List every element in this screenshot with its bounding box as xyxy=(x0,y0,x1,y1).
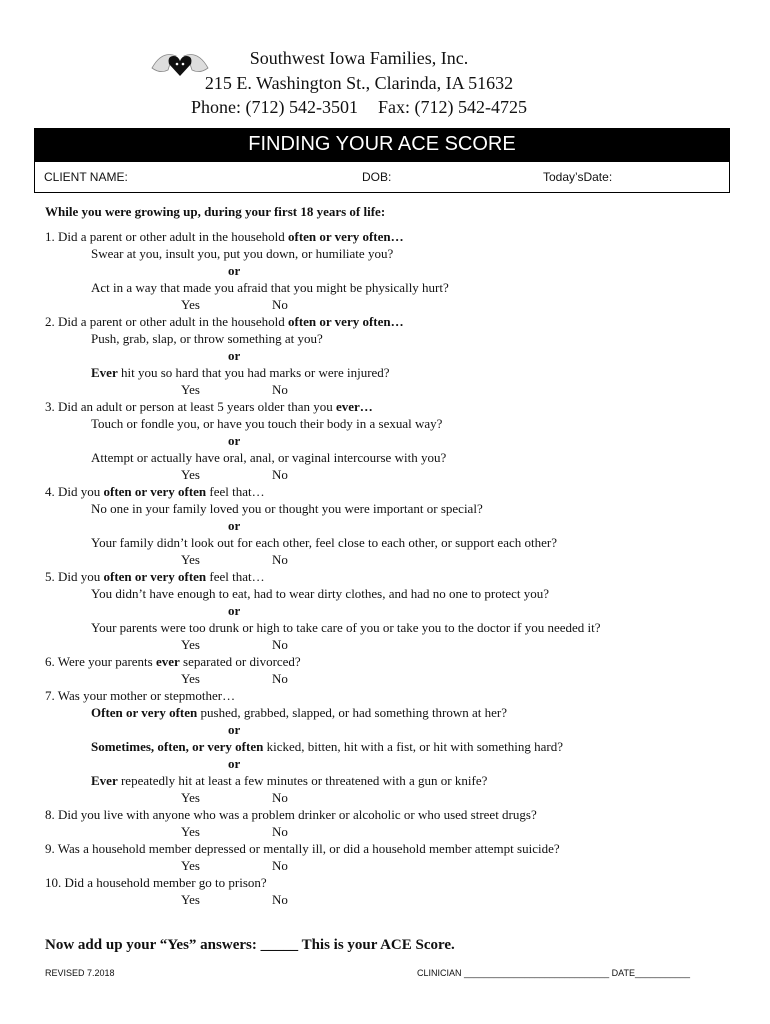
text-segment: Your parents were too drunk or high to take care of you or take you to the doctor if you needed it? xyxy=(91,620,601,635)
yes-option[interactable]: Yes xyxy=(181,382,200,397)
question-7-item xyxy=(45,772,745,789)
no-option[interactable]: No xyxy=(272,467,288,482)
client-info-bar xyxy=(34,161,730,193)
emphasis-text: Often or very often xyxy=(91,705,198,720)
yes-option[interactable]: Yes xyxy=(181,790,200,805)
text-segment: Push, grab, slap, or throw something at you? xyxy=(91,331,323,346)
yes-no-options xyxy=(45,789,745,806)
question-6 xyxy=(45,653,745,670)
question-3-item xyxy=(45,415,745,432)
no-option[interactable]: No xyxy=(272,790,288,805)
text-segment: 10. Did a household member go to prison? xyxy=(45,875,267,890)
text-segment: Swear at you, insult you, put you down, or humiliate you? xyxy=(91,246,394,261)
or-separator: or xyxy=(228,263,241,278)
yes-no-options xyxy=(45,891,745,908)
question-9 xyxy=(45,840,745,857)
text-segment: 3. Did an adult or person at least 5 years older than you xyxy=(45,399,336,414)
question-1-item xyxy=(45,279,745,296)
no-option[interactable]: No xyxy=(272,637,288,652)
text-segment: 1. Did a parent or other adult in the household xyxy=(45,229,288,244)
yes-no-options xyxy=(45,670,745,687)
question-5 xyxy=(45,568,745,585)
dob-label: DOB: xyxy=(362,170,392,184)
question-2-item xyxy=(45,330,745,347)
letterhead xyxy=(0,42,770,124)
yes-no-options xyxy=(45,857,745,874)
no-option[interactable]: No xyxy=(272,382,288,397)
emphasis-text: ever xyxy=(155,654,180,669)
emphasis-text: Ever xyxy=(91,773,118,788)
intro-text: While you were growing up, during your first 18 years of life: xyxy=(45,204,386,219)
yes-no-options xyxy=(45,636,745,653)
revised-note: REVISED 7.2018 xyxy=(45,968,115,978)
question-7-item xyxy=(45,738,745,755)
yes-option[interactable]: Yes xyxy=(181,892,200,907)
question-1 xyxy=(45,228,745,245)
text-segment: 9. Was a household member depressed or mentally ill, or did a household member attempt suicide? xyxy=(45,841,560,856)
yes-no-options xyxy=(45,551,745,568)
yes-no-options xyxy=(45,296,745,313)
no-option[interactable]: No xyxy=(272,297,288,312)
or-separator: or xyxy=(228,603,241,618)
question-1-item xyxy=(45,245,745,262)
emphasis-text: often or very often… xyxy=(287,229,404,244)
text-segment: You didn’t have enough to eat, had to wear dirty clothes, and had no one to protect you? xyxy=(91,586,550,601)
yes-option[interactable]: Yes xyxy=(181,467,200,482)
client-name-label: CLIENT NAME: xyxy=(44,170,128,184)
yes-option[interactable]: Yes xyxy=(181,637,200,652)
clinician-signature-line: CLINICIAN _____________________________ DATE___________ xyxy=(417,968,691,978)
text-segment: kicked, bitten, hit with a fist, or hit with something hard? xyxy=(263,739,564,754)
text-segment: Attempt or actually have oral, anal, or vaginal intercourse with you? xyxy=(91,450,447,465)
text-segment: hit you so hard that you had marks or were injured? xyxy=(117,365,390,380)
org-phone: Phone: (712) 542-3501 xyxy=(191,97,358,117)
no-option[interactable]: No xyxy=(272,552,288,567)
text-segment: Your family didn’t look out for each other, feel close to each other, or support each other? xyxy=(91,535,557,550)
yes-option[interactable]: Yes xyxy=(181,824,200,839)
text-segment: 4. Did you xyxy=(45,484,104,499)
questionnaire xyxy=(45,203,745,908)
text-segment: Act in a way that made you afraid that you might be physically hurt? xyxy=(91,280,449,295)
yes-no-options xyxy=(45,466,745,483)
text-segment: separated or divorced? xyxy=(179,654,301,669)
question-2 xyxy=(45,313,745,330)
yes-option[interactable]: Yes xyxy=(181,858,200,873)
text-segment: 8. Did you live with anyone who was a problem drinker or alcoholic or who used street drugs? xyxy=(45,807,537,822)
text-segment: repeatedly hit at least a few minutes or threatened with a gun or knife? xyxy=(117,773,488,788)
question-8 xyxy=(45,806,745,823)
emphasis-text: Ever xyxy=(91,365,118,380)
no-option[interactable]: No xyxy=(272,858,288,873)
question-5-item xyxy=(45,619,745,636)
question-7 xyxy=(45,687,745,704)
question-5-item xyxy=(45,585,745,602)
text-segment: pushed, grabbed, slapped, or had something thrown at her? xyxy=(197,705,508,720)
no-option[interactable]: No xyxy=(272,671,288,686)
question-4 xyxy=(45,483,745,500)
or-separator: or xyxy=(228,756,241,771)
or-separator: or xyxy=(228,348,241,363)
no-option[interactable]: No xyxy=(272,824,288,839)
emphasis-text: often or very often… xyxy=(287,314,404,329)
yes-option[interactable]: Yes xyxy=(181,552,200,567)
question-10 xyxy=(45,874,745,891)
question-4-item xyxy=(45,534,745,551)
or-separator: or xyxy=(228,518,241,533)
emphasis-text: often or very often xyxy=(103,484,207,499)
text-segment: feel that… xyxy=(206,569,265,584)
todays-date-label: Today’sDate: xyxy=(543,170,613,184)
yes-no-options xyxy=(45,823,745,840)
org-fax: Fax: (712) 542-4725 xyxy=(378,97,527,117)
question-7-item xyxy=(45,704,745,721)
org-name: Southwest Iowa Families, Inc. xyxy=(249,48,469,68)
question-4-item xyxy=(45,500,745,517)
text-segment: 2. Did a parent or other adult in the household xyxy=(45,314,288,329)
text-segment: Touch or fondle you, or have you touch their body in a sexual way? xyxy=(91,416,443,431)
emphasis-text: often or very often xyxy=(103,569,207,584)
text-segment: feel that… xyxy=(206,484,265,499)
text-segment: 6. Were your parents xyxy=(45,654,156,669)
yes-no-options xyxy=(45,381,745,398)
text-segment: No one in your family loved you or thought you were important or special? xyxy=(91,501,483,516)
ace-score-total: Now add up your “Yes” answers: _____ This is your ACE Score. xyxy=(45,937,455,953)
text-segment: 7. Was your mother or stepmother… xyxy=(45,688,236,703)
emphasis-text: Sometimes, often, or very often xyxy=(91,739,264,754)
question-3-item xyxy=(45,449,745,466)
org-address: 215 E. Washington St., Clarinda, IA 51632 xyxy=(204,73,514,93)
no-option[interactable]: No xyxy=(272,892,288,907)
form-title: FINDING YOUR ACE SCORE xyxy=(34,128,730,161)
org-contact xyxy=(0,97,744,118)
yes-option[interactable]: Yes xyxy=(181,297,200,312)
yes-option[interactable]: Yes xyxy=(181,671,200,686)
or-separator: or xyxy=(228,433,241,448)
emphasis-text: ever… xyxy=(335,399,373,414)
text-segment: 5. Did you xyxy=(45,569,104,584)
or-separator: or xyxy=(228,722,241,737)
question-2-item xyxy=(45,364,745,381)
question-3 xyxy=(45,398,745,415)
